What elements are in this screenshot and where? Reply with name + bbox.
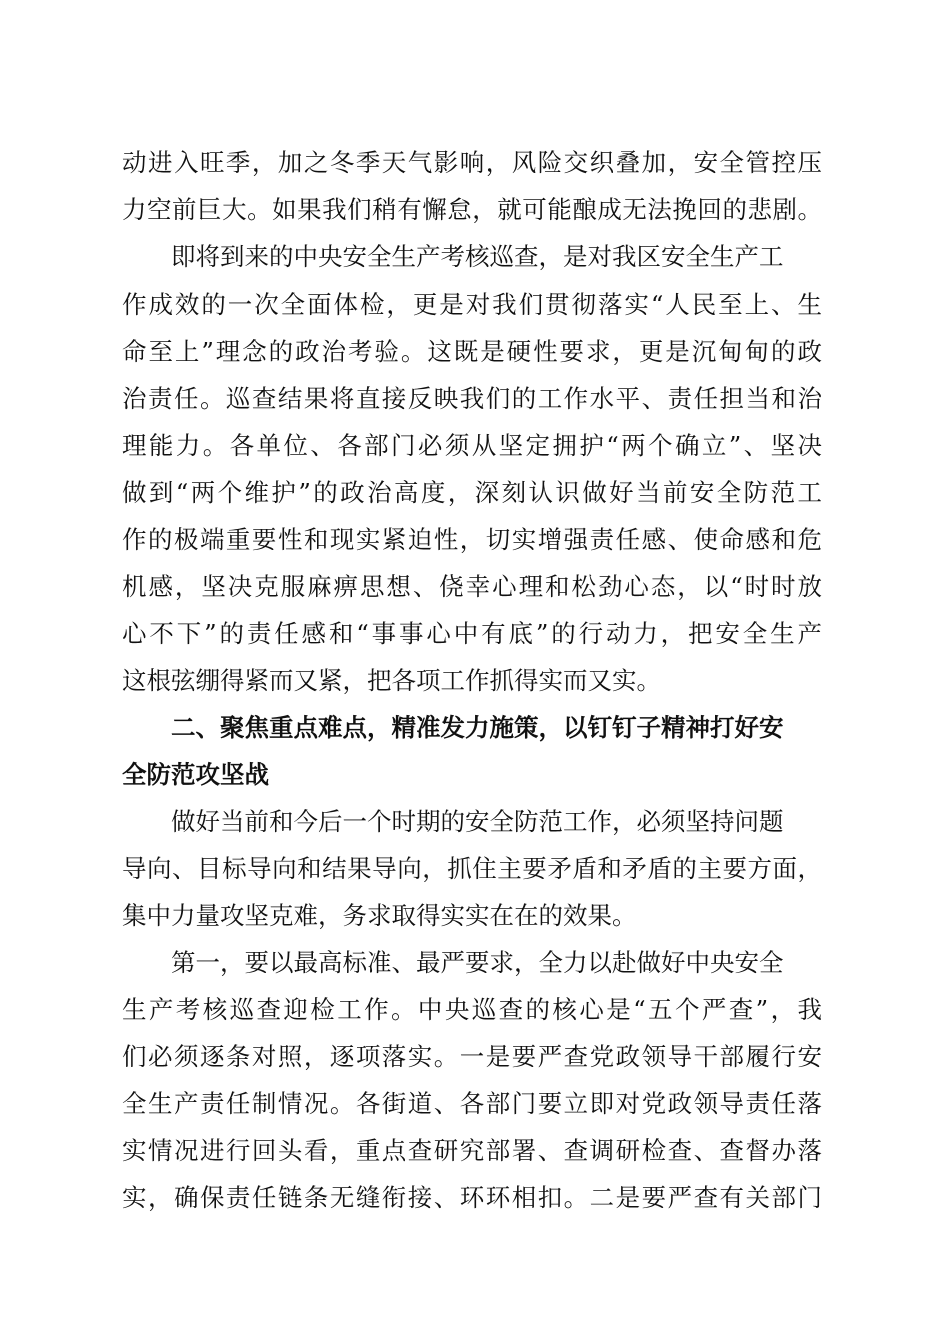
body-line: 这根弦绷得紧而又紧，把各项工作抓得实而又实。 xyxy=(122,666,661,695)
body-line: 全生产责任制情况。各街道、各部门要立即对党政领导责任落 xyxy=(122,1089,822,1118)
body-line: 作成效的一次全面体检，更是对我们贯彻落实“人民至上、生 xyxy=(122,290,822,319)
body-line: 们必须逐条对照，逐项落实。一是要严查党政领导干部履行安 xyxy=(122,1042,822,1071)
body-line: 命至上”理念的政治考验。这既是硬性要求，更是沉甸甸的政 xyxy=(122,337,822,366)
body-line: 作的极端重要性和现实紧迫性，切实增强责任感、使命感和危 xyxy=(122,525,822,554)
paragraph-first-line: 第一，要以最高标准、最严要求，全力以赴做好中央安全 xyxy=(171,948,784,977)
body-line: 机感，坚决克服麻痹思想、侥幸心理和松劲心态，以“时时放 xyxy=(122,572,822,601)
body-line: 做到“两个维护”的政治高度，深刻认识做好当前安全防范工 xyxy=(122,478,822,507)
section-heading: 二、聚焦重点难点，精准发力施策，以钉钉子精神打好安 xyxy=(171,713,784,742)
paragraph-first-line: 即将到来的中央安全生产考核巡查，是对我区安全生产工 xyxy=(171,242,784,271)
body-line: 力空前巨大。如果我们稍有懈怠，就可能酿成无法挽回的悲剧。 xyxy=(122,195,822,224)
body-line: 治责任。巡查结果将直接反映我们的工作水平、责任担当和治 xyxy=(122,384,822,413)
section-heading-continued: 全防范攻坚战 xyxy=(122,760,269,789)
body-line: 动进入旺季，加之冬季天气影响，风险交织叠加，安全管控压 xyxy=(122,148,822,177)
body-line: 生产考核巡查迎检工作。中央巡查的核心是“五个严查”，我 xyxy=(122,995,822,1024)
body-line: 心不下”的责任感和“事事心中有底”的行动力，把安全生产 xyxy=(122,619,822,648)
paragraph-first-line: 做好当前和今后一个时期的安全防范工作，必须坚持问题 xyxy=(171,807,784,836)
body-line: 导向、目标导向和结果导向，抓住主要矛盾和矛盾的主要方面， xyxy=(122,854,822,883)
body-line: 理能力。各单位、各部门必须从坚定拥护“两个确立”、坚决 xyxy=(122,431,822,460)
body-line: 集中力量攻坚克难，务求取得实实在在的效果。 xyxy=(122,901,637,930)
body-line: 实情况进行回头看，重点查研究部署、查调研检查、查督办落 xyxy=(122,1136,822,1165)
body-line: 实，确保责任链条无缝衔接、环环相扣。二是要严查有关部门 xyxy=(122,1183,822,1212)
